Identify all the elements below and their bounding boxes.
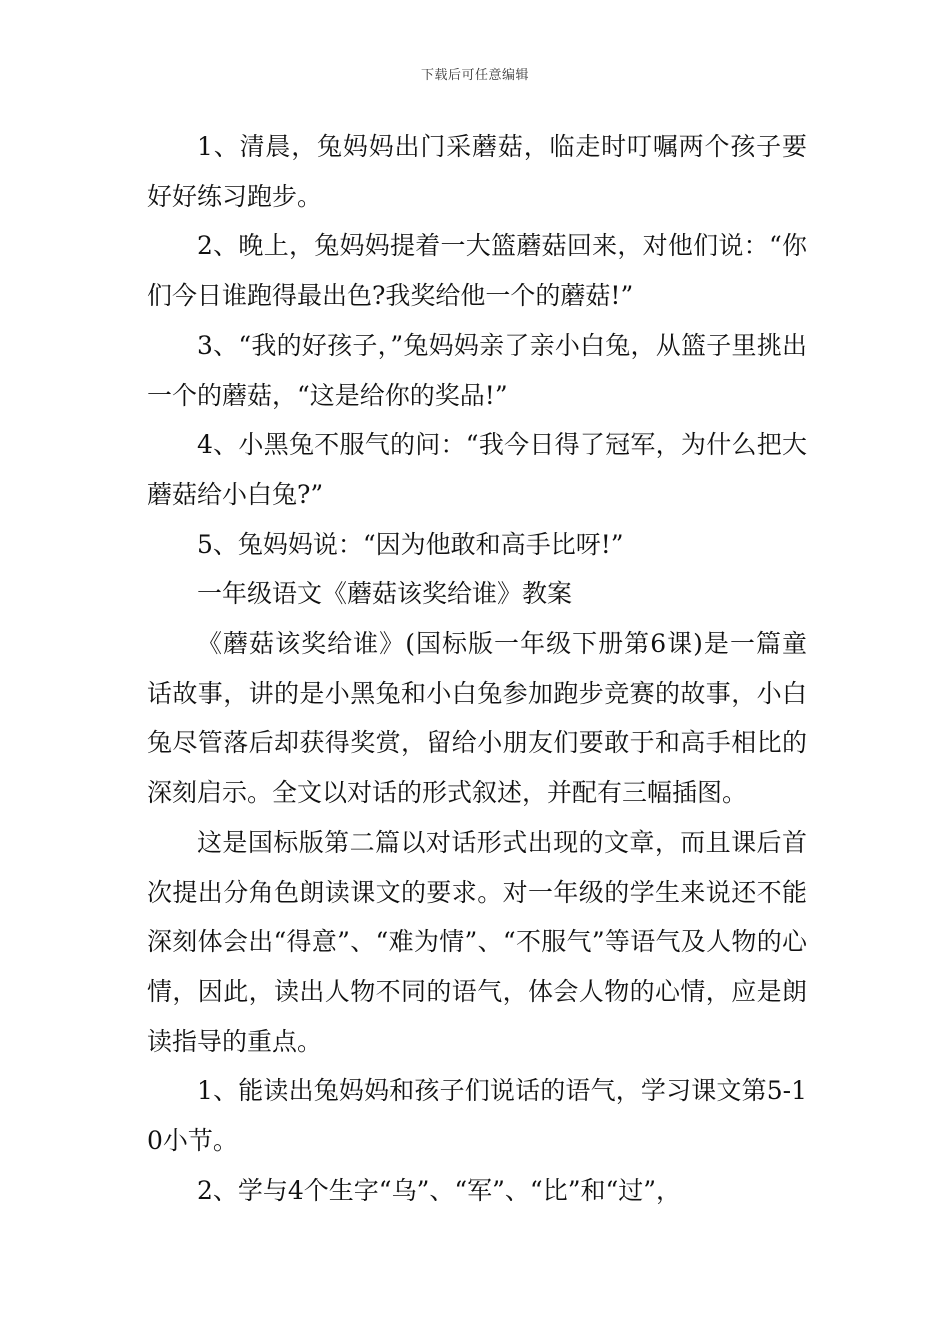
paragraph-goal-2: 2、学与4个生字“乌”、“军”、“比”和“过”， — [197, 1175, 682, 1205]
paragraph-step-5: 5、兔妈妈说：“因为他敢和高手比呀!” — [197, 529, 624, 559]
paragraph-analysis: 这是国标版第二篇以对话形式出现的文章，而且课后首次提出分角色朗读课文的要求。对一年级的学生来说还不能深刻体会出“得意”、“难为情”、“不服气”等语气及人物的心情，因此，读出人物不同的语气，体会人物的心情，应是朗读指导的重点。 — [147, 827, 807, 1056]
paragraph-step-1: 1、清晨，兔妈妈出门采蘑菇，临走时叮嘱两个孩子要好好练习跑步。 — [147, 132, 807, 211]
section-title: 一年级语文《蘑菇该奖给谁》教案 — [197, 579, 573, 609]
document-body — [147, 122, 807, 1215]
page-header: 下载后可任意编辑 — [420, 68, 529, 83]
paragraph-step-3: 3、“我的好孩子，”兔妈妈亲了亲小白兔，从篮子里挑出一个的蘑菇，“这是给你的奖品!” — [147, 330, 807, 410]
paragraph-goal-1: 1、能读出兔妈妈和孩子们说话的语气，学习课文第5-10小节。 — [147, 1076, 807, 1156]
paragraph-step-4: 4、小黑兔不服气的问：“我今日得了冠军，为什么把大蘑菇给小白兔?” — [147, 430, 807, 509]
paragraph-step-2: 2、晚上，兔妈妈提着一大篮蘑菇回来，对他们说：“你们今日谁跑得最出色?我奖给他一个的蘑菇!” — [147, 231, 807, 311]
paragraph-intro: 《蘑菇该奖给谁》(国标版一年级下册第6课)是一篇童话故事，讲的是小黑兔和小白兔参加跑步竞赛的故事，小白兔尽管落后却获得奖赏，留给小朋友们要敢于和高手相比的深刻启示。全文以对话的形式叙述，并配有三幅插图。 — [147, 629, 807, 808]
